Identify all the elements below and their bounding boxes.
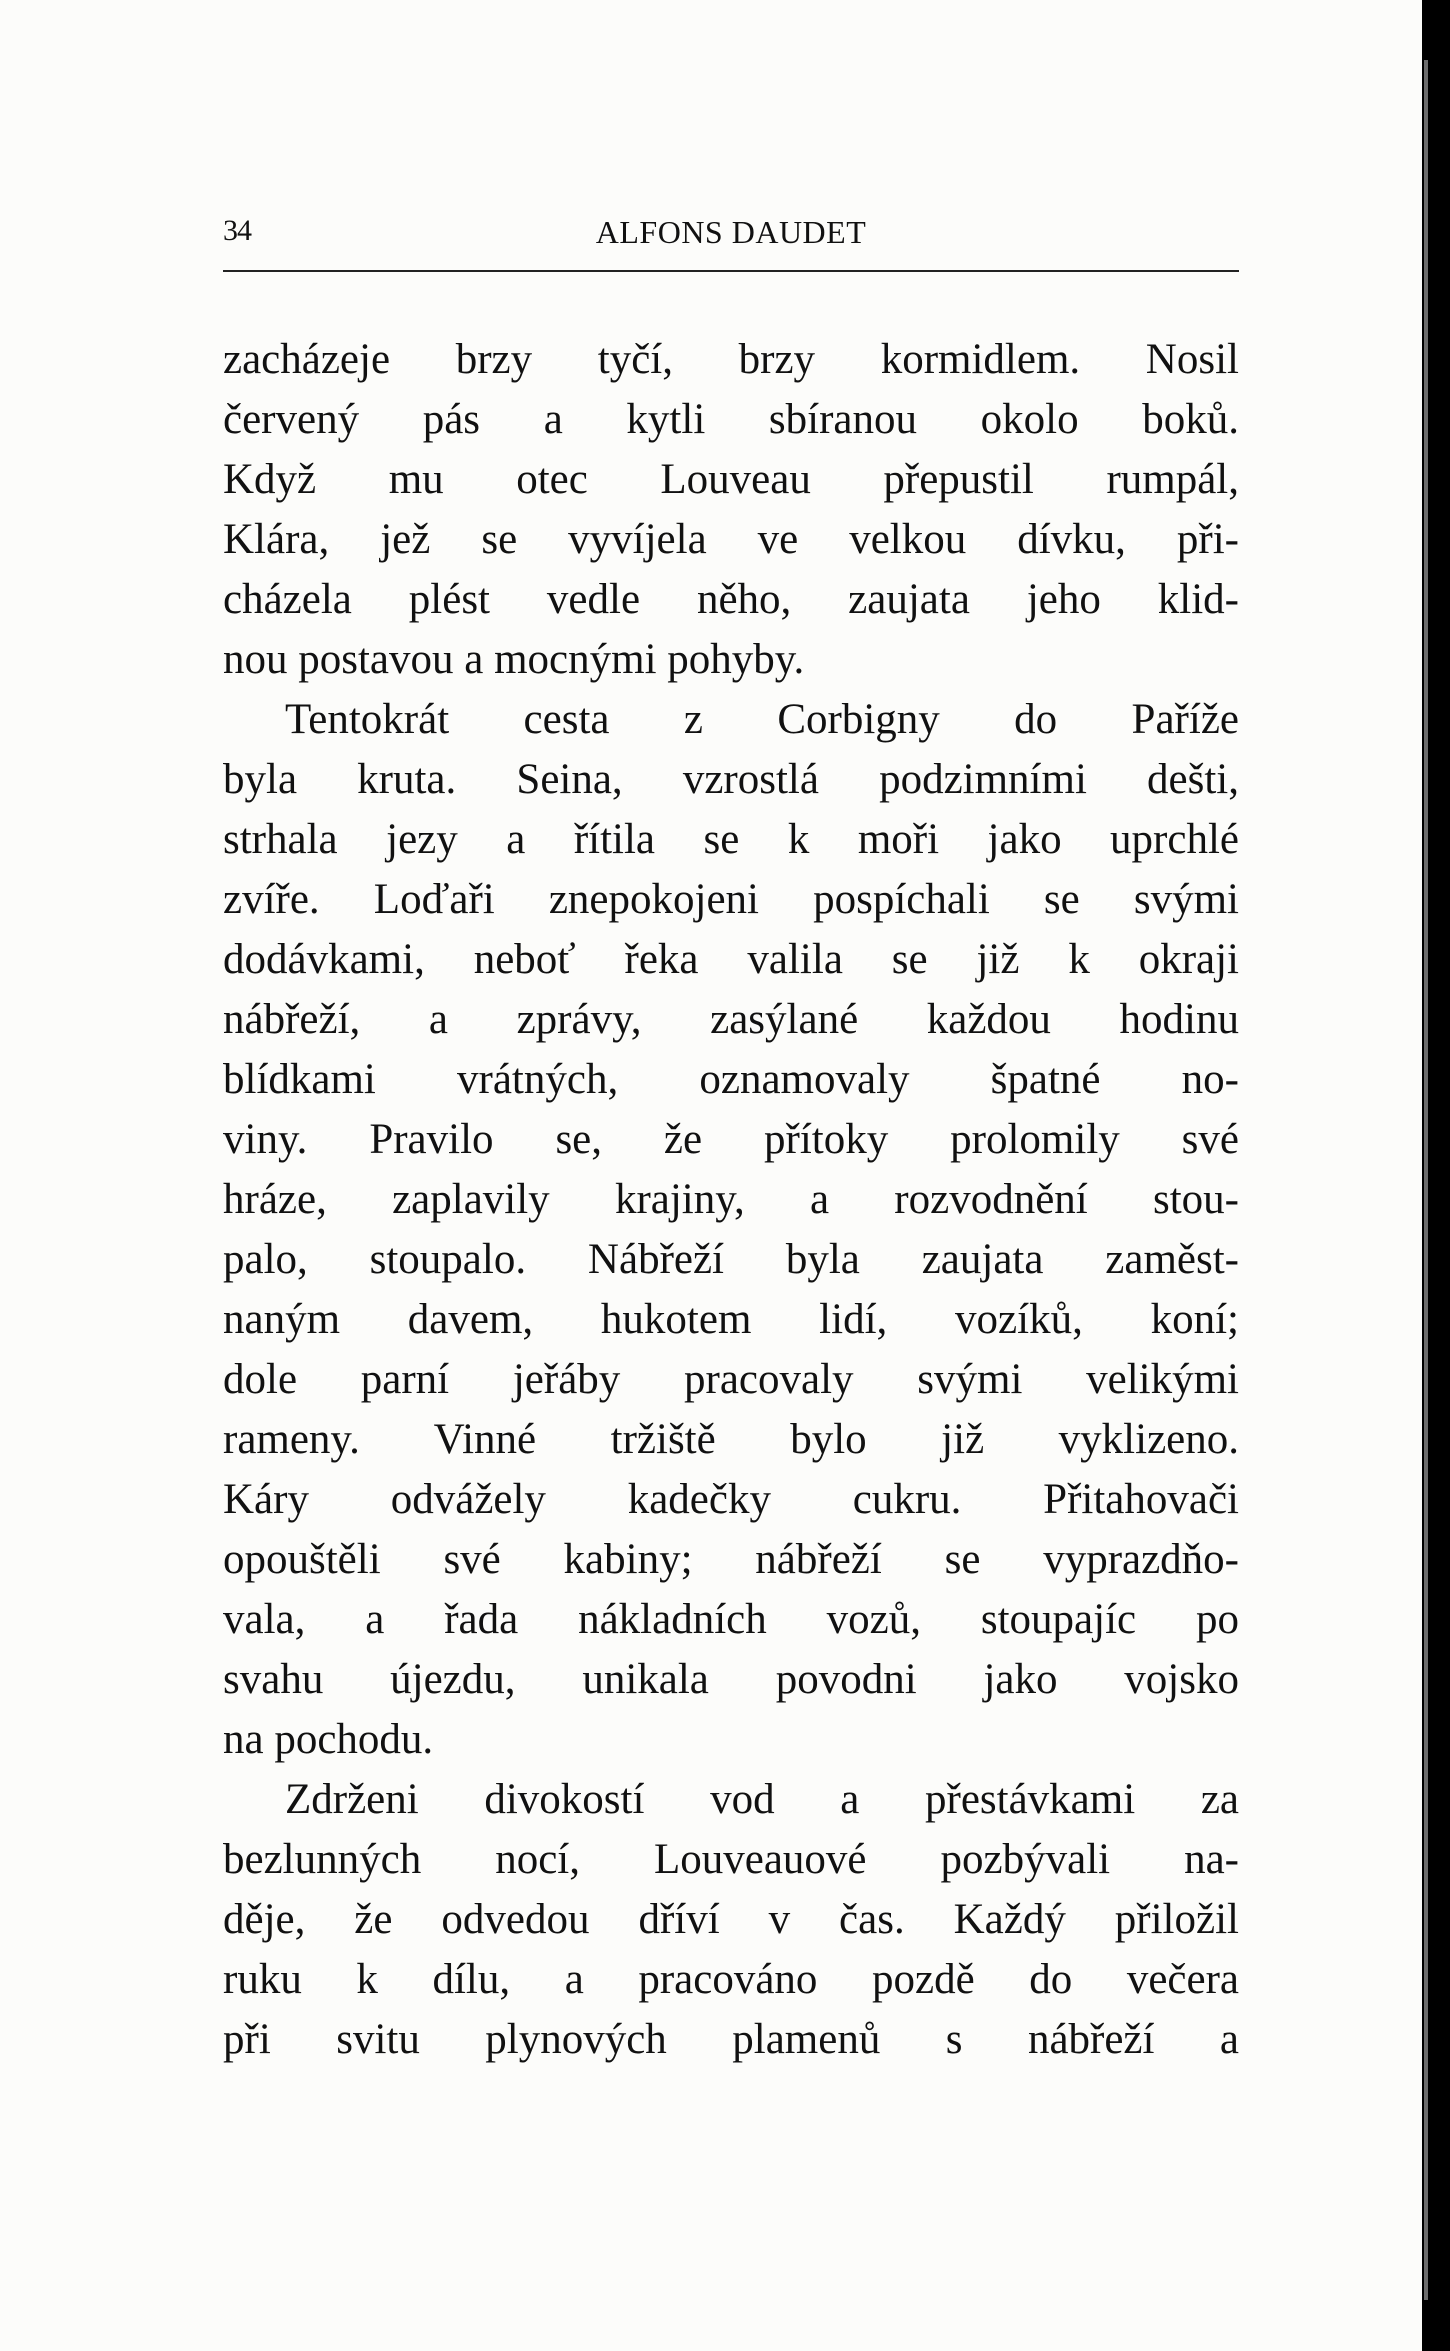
text-line: zvíře. Loďaři znepokojeni pospíchali se svými <box>223 876 1239 923</box>
text-line: vala, a řada nákladních vozů, stoupajíc po <box>223 1596 1239 1643</box>
page-header <box>223 208 1239 256</box>
text-line: bezlunných nocí, Louveauové pozbývali na- <box>223 1836 1239 1883</box>
text-line: nábřeží, a zprávy, zasýlané každou hodinu <box>223 996 1239 1043</box>
scan-edge-streak <box>1424 60 1428 2300</box>
text-line: byla kruta. Seina, vzrostlá podzimními dešti, <box>223 756 1239 803</box>
text-line: blídkami vrátných, oznamovaly špatné no- <box>223 1056 1239 1103</box>
text-line: zacházeje brzy tyčí, brzy kormidlem. Nosil <box>223 336 1239 383</box>
text-line: červený pás a kytli sbíranou okolo boků. <box>223 396 1239 443</box>
text-line: naným davem, hukotem lidí, vozíků, koní; <box>223 1296 1239 1343</box>
text-line: Klára, jež se vyvíjela ve velkou dívku, při- <box>223 516 1239 563</box>
text-line: Zdrženi divokostí vod a přestávkami za <box>285 1776 1239 1823</box>
text-line: Když mu otec Louveau přepustil rumpál, <box>223 456 1239 503</box>
text-line: ruku k dílu, a pracováno pozdě do večera <box>223 1956 1239 2003</box>
text-line: viny. Pravilo se, že přítoky prolomily své <box>223 1116 1239 1163</box>
text-line: hráze, zaplavily krajiny, a rozvodnění stou- <box>223 1176 1239 1223</box>
text-line: dodávkami, neboť řeka valila se již k okraji <box>223 936 1239 983</box>
text-line: Káry odvážely kadečky cukru. Přitahovači <box>223 1476 1239 1523</box>
text-line: na pochodu. <box>223 1716 434 1763</box>
text-line: děje, že odvedou dříví v čas. Každý přiložil <box>223 1896 1239 1943</box>
page-number: 34 <box>223 214 251 247</box>
text-line: svahu újezdu, unikala povodni jako vojsko <box>223 1656 1239 1703</box>
text-line: Tentokrát cesta z Corbigny do Paříže <box>285 696 1239 743</box>
text-line: strhala jezy a řítila se k moři jako uprchlé <box>223 816 1239 863</box>
text-line: při svitu plynových plamenů s nábřeží a <box>223 2016 1239 2063</box>
header-rule <box>223 270 1239 272</box>
body-text <box>223 330 1239 2070</box>
text-line: nou postavou a mocnými pohyby. <box>223 636 805 683</box>
text-line: rameny. Vinné tržiště bylo již vyklizeno. <box>223 1416 1239 1463</box>
text-line: dole parní jeřáby pracovaly svými velikými <box>223 1356 1239 1403</box>
running-title: ALFONS DAUDET <box>595 214 867 250</box>
text-line: palo, stoupalo. Nábřeží byla zaujata zaměst- <box>223 1236 1239 1283</box>
text-line: opouštěli své kabiny; nábřeží se vyprazdňo- <box>223 1536 1239 1583</box>
text-line: cházela plést vedle něho, zaujata jeho klid- <box>223 576 1239 623</box>
